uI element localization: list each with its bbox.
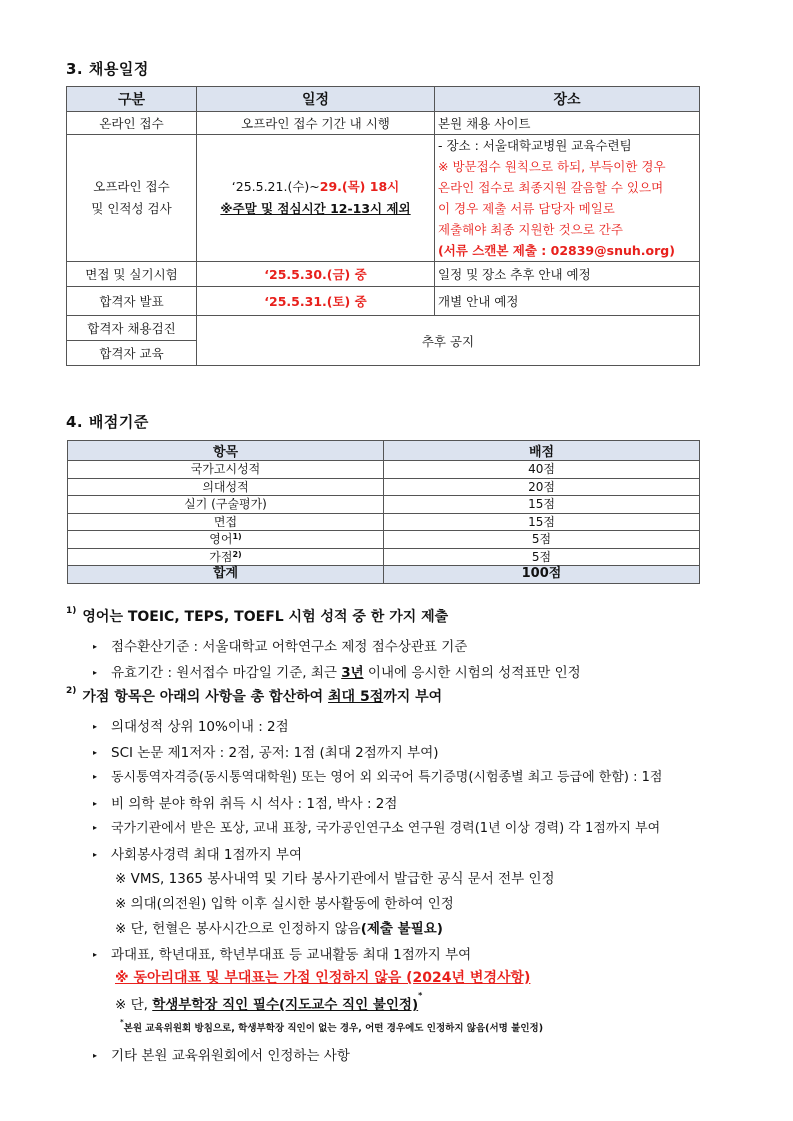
interview-label: 면접 및 실기시험: [67, 262, 197, 287]
schedule-table: [66, 86, 700, 366]
checkup-label: 합격자 채용검진: [67, 316, 197, 341]
triangle-bullet-icon: ▸: [93, 1050, 98, 1060]
bullet-item: [93, 943, 471, 963]
header-schedule: 일정: [197, 87, 435, 112]
bullet-item: [93, 817, 660, 836]
score-item: 면접: [68, 513, 384, 531]
bullet-text: SCI 논문 제1저자 : 2점, 공저: 1점 (최대 2점까지 부여): [111, 745, 439, 761]
bullet-text: 이내에 응시한 시험의 성적표만 인정: [363, 665, 581, 681]
bullet-item: [93, 1044, 350, 1064]
note-english: [66, 606, 448, 626]
bullet-text: 의대성적 상위 10%이내 : 2점: [111, 719, 289, 735]
score-header-row: [68, 441, 700, 461]
bullet-text: 기타 본원 교육위원회에서 인정하는 사항: [111, 1048, 350, 1064]
bullet-text: 과대표, 학년대표, 학년부대표 등 교내활동 최대 1점까지 부여: [111, 947, 472, 963]
score-row: [68, 478, 700, 496]
row-interview: [67, 262, 700, 287]
score-row: [68, 496, 700, 514]
score-points: 15점: [384, 496, 700, 514]
score-points: 15점: [384, 513, 700, 531]
note-2-emphasis: 최대 5점: [328, 689, 384, 705]
triangle-bullet-icon: ▸: [93, 667, 98, 677]
header-place: 장소: [435, 87, 700, 112]
score-table: [67, 440, 700, 584]
online-schedule: 오프라인 접수 기간 내 시행: [197, 112, 435, 135]
online-place: 본원 채용 사이트: [435, 112, 700, 135]
sub-note: ※ VMS, 1365 봉사내역 및 기타 봉사기관에서 발급한 공식 문서 전부 인정: [115, 871, 555, 887]
pass-place: 개별 안내 예정: [435, 287, 700, 316]
triangle-bullet-icon: ▸: [93, 949, 98, 959]
note-2-text: 가점 항목은 아래의 사항을 총 합산하여: [82, 689, 329, 705]
fine-print-text: 본원 교육위원회 방침으로, 학생부학장 직인이 없는 경우, 어떤 경우에도 인정하지 않음(서명 불인정): [123, 1023, 544, 1034]
score-item: 의대성적: [68, 478, 384, 496]
header-category: 구분: [67, 87, 197, 112]
sub-note: [115, 917, 443, 937]
row-pass: [67, 287, 700, 316]
bullet-emphasis: 3년: [341, 665, 364, 681]
section-3-title: 3. 채용일정: [66, 60, 149, 78]
offline-label: [67, 135, 197, 262]
bullet-item: [93, 766, 662, 785]
offline-place-note-2: 온라인 접수로 최종지원 갈음할 수 있으며: [438, 180, 664, 195]
bullet-text: 동시통역자격증(동시통역대학원) 또는 영어 외 외국어 특기증명(시험종별 최고 등급에 한함) : 1점: [111, 770, 663, 785]
triangle-bullet-icon: ▸: [93, 823, 98, 832]
bullet-item: [93, 741, 439, 761]
english-label: 영어: [209, 532, 233, 547]
note-2-mark: 2): [66, 686, 77, 696]
offline-place-note-1: ※ 방문접수 원칙으로 하되, 부득이한 경우: [438, 159, 666, 174]
score-points: 40점: [384, 461, 700, 479]
offline-schedule: [197, 135, 435, 262]
pass-label: 합격자 발표: [67, 287, 197, 316]
total-points: 100점: [384, 566, 700, 584]
schedule-header-row: [67, 87, 700, 112]
sub-note-text: ※ 단,: [115, 997, 153, 1013]
row-checkup: [67, 316, 700, 341]
footnote-ref-2: 2): [232, 549, 242, 559]
bullet-item: [93, 843, 302, 863]
interview-place: 일정 및 장소 추후 안내 예정: [435, 262, 700, 287]
offline-place: [435, 135, 700, 262]
offline-place-location: - 장소 : 서울대학교병원 교육수련팀: [438, 138, 632, 153]
bullet-text: 국가기관에서 받은 포상, 교내 표창, 국가공인연구소 연구원 경력(1년 이상 경력) 각 1점까지 부여: [111, 821, 661, 836]
tbd-cell: 추후 공지: [197, 316, 700, 366]
asterisk-mark: *: [120, 1018, 124, 1026]
bullet-text: 점수환산기준 : 서울대학교 어학연구소 제정 점수상관표 기준: [111, 639, 468, 655]
row-online: [67, 112, 700, 135]
offline-place-note-4: 제출해야 최종 지원한 것으로 간주: [438, 222, 623, 237]
note-1-text: 영어는 TOEIC, TEPS, TOEFL 시험 성적 중 한 가지 제출: [82, 609, 449, 625]
online-label: 온라인 접수: [67, 112, 197, 135]
sub-note-2024-change: ※ 동아리대표 및 부대표는 가점 인정하지 않음 (2024년 변경사항): [115, 970, 531, 986]
triangle-bullet-icon: ▸: [93, 721, 98, 731]
pass-schedule: ‘25.5.31.(토) 중: [197, 287, 435, 316]
interview-schedule: ‘25.5.30.(금) 중: [197, 262, 435, 287]
score-item: 실기 (구술평가): [68, 496, 384, 514]
offline-place-note-3: 이 경우 제출 서류 담당자 메일로: [438, 201, 615, 216]
sub-note: ※ 의대(의전원) 입학 이후 실시한 봉사활동에 한하여 인정: [115, 896, 454, 912]
score-item-english: [68, 531, 384, 549]
triangle-bullet-icon: ▸: [93, 747, 98, 757]
score-item-bonus: [68, 548, 384, 566]
education-label: 합격자 교육: [67, 341, 197, 366]
score-row: [68, 548, 700, 566]
bullet-item: [93, 715, 289, 735]
section-4-title: 4. 배점기준: [66, 413, 149, 431]
sub-note-emphasis: (제출 불필요): [360, 921, 443, 937]
sub-note-text: ※ 단, 헌혈은 봉사시간으로 인정하지 않음: [115, 921, 361, 937]
offline-schedule-note: ※주말 및 점심시간 12-13시 제외: [220, 201, 411, 216]
note-2-text-end: 까지 부여: [383, 689, 443, 705]
offline-schedule-end: 29.(목) 18시: [319, 179, 400, 194]
offline-place-email: (서류 스캔본 제출 : 02839@snuh.org): [438, 243, 675, 258]
score-row: [68, 531, 700, 549]
triangle-bullet-icon: ▸: [93, 641, 98, 651]
sub-note: [115, 993, 422, 1013]
score-item: 국가고시성적: [68, 461, 384, 479]
score-points: 5점: [384, 548, 700, 566]
bullet-text: 비 의학 분야 학위 취득 시 석사 : 1점, 박사 : 2점: [111, 796, 398, 812]
footnote-ref-1: 1): [232, 532, 242, 542]
offline-label-line1: 오프라인 접수: [93, 179, 170, 194]
bullet-item: [93, 635, 467, 655]
score-row: [68, 461, 700, 479]
header-item: 항목: [68, 441, 384, 461]
bullet-item: [93, 792, 397, 812]
asterisk-ref: *: [418, 991, 423, 1000]
offline-schedule-start: ‘25.5.21.(수)~: [231, 179, 320, 194]
row-offline: [67, 135, 700, 262]
score-points: 5점: [384, 531, 700, 549]
total-label: 합계: [68, 566, 384, 584]
score-total-row: [68, 566, 700, 584]
header-points: 배점: [384, 441, 700, 461]
score-row: [68, 513, 700, 531]
triangle-bullet-icon: ▸: [93, 772, 98, 781]
sub-note-emphasis: 학생부학장 직인 필수(지도교수 직인 불인정): [152, 997, 419, 1013]
triangle-bullet-icon: ▸: [93, 849, 98, 859]
score-points: 20점: [384, 478, 700, 496]
bullet-text: 사회봉사경력 최대 1점까지 부여: [111, 847, 302, 863]
note-bonus: [66, 686, 442, 706]
bonus-label: 가점: [209, 549, 233, 564]
triangle-bullet-icon: ▸: [93, 798, 98, 808]
offline-label-line2: 및 인적성 검사: [91, 201, 172, 216]
bullet-item: [93, 661, 581, 681]
fine-print: [120, 1020, 543, 1034]
note-1-mark: 1): [66, 606, 77, 616]
bullet-text: 유효기간 : 원서접수 마감일 기준, 최근: [111, 665, 342, 681]
